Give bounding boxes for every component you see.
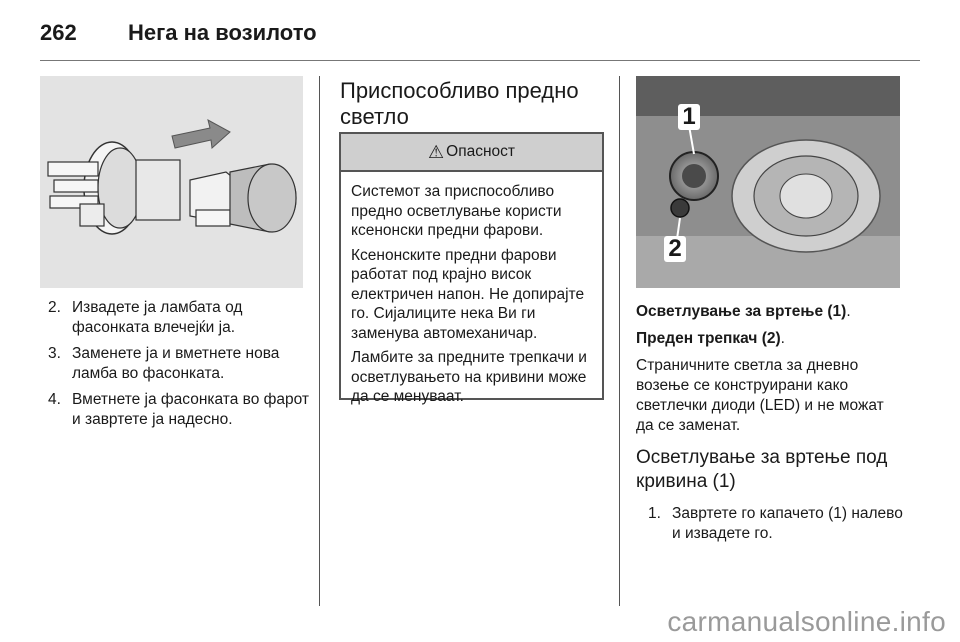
body-paragraph: Страничните светла за дневно возење се конструирани како светлечки диоди (LED) и не можат да се заменат.: [636, 357, 884, 434]
bulb-socket-drawing: [40, 76, 303, 288]
header-rule: [40, 60, 920, 61]
step-list: [48, 298, 310, 430]
danger-box: [339, 132, 604, 405]
column-1-text: [48, 298, 310, 436]
list-item: 4. Вметнете ја фасонката во фарот и завртете ја надесно.: [48, 391, 310, 428]
warning-triangle-icon: ⚠: [428, 141, 445, 162]
list-item: 2. Извадете ја ламбата од фасонката влечејќи ја.: [48, 299, 243, 336]
page-header: [40, 14, 920, 54]
subsection-title: Осветлување за вртење под кривина (1): [636, 447, 888, 492]
headlamp-drawing: [636, 76, 900, 288]
callout-label-1: 1: [682, 103, 696, 130]
step-list: [636, 504, 904, 544]
danger-body: [341, 172, 602, 418]
callout-label-2: 2: [668, 235, 682, 262]
danger-paragraph: Ламбите за предните трепкачи и осветлувањето на кривини може да се менуваат.: [351, 349, 587, 405]
figure-caption-1: Осветлување за вртење (1).: [636, 303, 851, 320]
page-number: 262: [40, 20, 77, 45]
column-divider-1: [319, 76, 320, 606]
section-title: Приспособливо предно светло: [340, 78, 579, 129]
danger-paragraph: Ксенонските предни фарови работат под крајно висок електричен напон. Не допирајте го. Сијалиците нека Ви ги заменува автомеханичар.: [351, 246, 585, 342]
list-item: 3. Заменете ја и вметнете нова ламба во фасонката.: [48, 345, 280, 382]
column-2: [340, 78, 600, 130]
watermark: carmanualsonline.info: [667, 606, 946, 637]
figure-caption-2: Преден трепкач (2).: [636, 330, 785, 347]
bulb-socket-illustration: [40, 76, 303, 288]
list-item: 1. Завртете го капачето (1) налево и извадете го.: [648, 505, 903, 542]
danger-label: Опасност: [446, 143, 515, 160]
chapter-title: Нега на возилото: [128, 20, 317, 45]
danger-paragraph: Системот за приспособливо предно осветлување користи ксенонски предни фарови.: [351, 183, 562, 239]
headlamp-photo: [636, 76, 900, 288]
column-divider-2: [619, 76, 620, 606]
danger-header: [341, 134, 602, 172]
column-3-text: [636, 302, 904, 550]
